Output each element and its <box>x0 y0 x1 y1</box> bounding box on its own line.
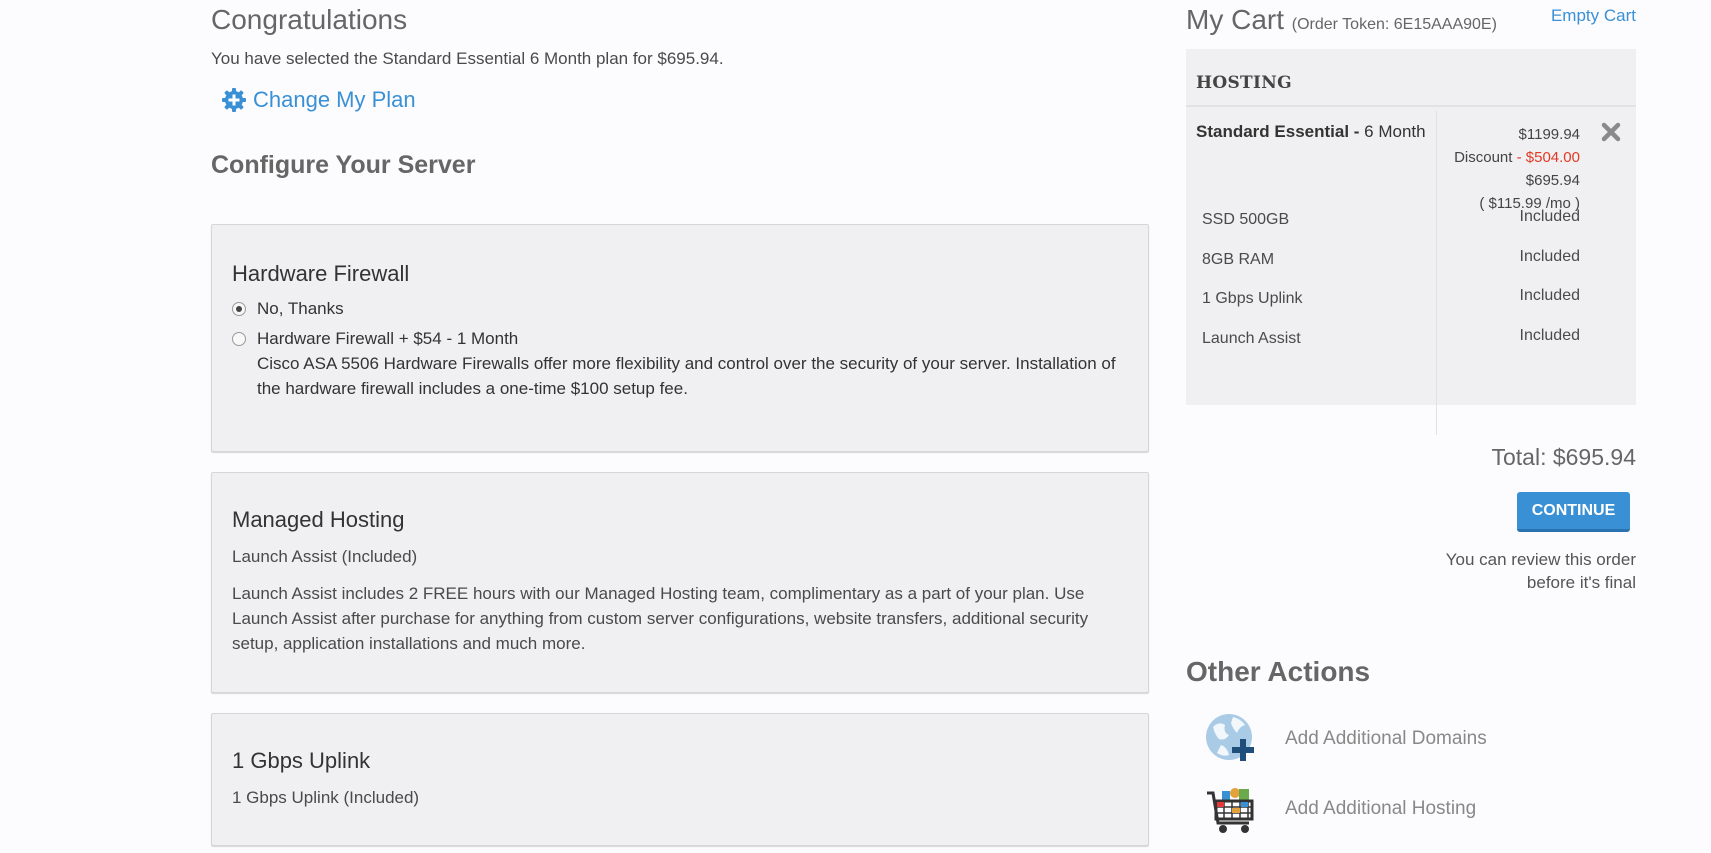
gear-plus-icon <box>221 87 247 113</box>
cart-item-net: $695.94 <box>1525 172 1580 189</box>
managed-hosting-panel <box>211 472 1149 693</box>
firewall-option-yes[interactable] <box>232 329 1128 349</box>
main-content <box>211 0 1149 807</box>
feature-value: Included <box>1519 327 1580 344</box>
cart-title <box>1186 4 1497 36</box>
change-plan-link[interactable] <box>221 87 1149 113</box>
review-note <box>1446 548 1636 594</box>
add-hosting-action[interactable] <box>1203 781 1476 837</box>
cart-item-name-bold: Standard Essential - <box>1196 122 1360 141</box>
feature-name: Launch Assist <box>1202 330 1301 347</box>
cart-item-pricing <box>1454 123 1580 215</box>
feature-value: Included <box>1519 248 1580 265</box>
firewall-option-no-label: No, Thanks <box>257 299 344 318</box>
uplink-panel <box>211 713 1149 846</box>
managed-hosting-title: Managed Hosting <box>232 507 405 532</box>
managed-hosting-subtitle: Launch Assist (Included) <box>232 547 418 566</box>
cart-item-monthly: ( $115.99 /mo ) <box>1479 195 1580 212</box>
feature-name: 8GB RAM <box>1202 251 1275 268</box>
add-domains-label[interactable]: Add Additional Domains <box>1285 728 1487 749</box>
continue-button[interactable]: CONTINUE <box>1517 492 1630 532</box>
cart-title-text: My Cart <box>1186 4 1284 35</box>
other-actions-title: Other Actions <box>1186 656 1371 687</box>
firewall-option-no[interactable] <box>232 299 1128 319</box>
cart-item-discount <box>1454 146 1580 169</box>
congrats-title: Congratulations <box>211 4 408 35</box>
shopping-cart-icon <box>1203 781 1259 837</box>
radio-no-thanks[interactable] <box>232 302 246 316</box>
cart-item-name <box>1196 119 1426 145</box>
empty-cart-link[interactable]: Empty Cart <box>1550 6 1636 25</box>
feature-name: SSD 500GB <box>1202 211 1290 228</box>
firewall-description: Cisco ASA 5506 Hardware Firewalls offer more flexibility and control over the security of your server. Installation of the hardware firewall includes a one-time $100 setup fee. <box>257 354 1116 398</box>
discount-value: - $504.00 <box>1516 149 1580 166</box>
cart-sidebar <box>1186 0 1636 819</box>
feature-name: 1 Gbps Uplink <box>1202 290 1303 307</box>
uplink-title: 1 Gbps Uplink <box>232 748 371 773</box>
cart-header <box>1186 0 1636 50</box>
remove-item-icon[interactable] <box>1600 121 1622 143</box>
firewall-panel <box>211 224 1149 452</box>
discount-label: Discount <box>1454 149 1513 166</box>
feature-value: Included <box>1519 287 1580 304</box>
globe-plus-icon <box>1203 711 1259 767</box>
change-plan-label[interactable]: Change My Plan <box>253 87 416 112</box>
configure-title: Configure Your Server <box>211 151 476 179</box>
managed-hosting-description: Launch Assist includes 2 FREE hours with our Managed Hosting team, complimentary as a part of your plan. Use Launch Assist after purchase for anything from custom server configurations, website transfers, additional security setup, application installations and much more. <box>232 584 1089 653</box>
uplink-subtitle: 1 Gbps Uplink (Included) <box>232 788 420 807</box>
review-note-line2: before it's final <box>1526 573 1636 592</box>
cart-item-price: $1199.94 <box>1518 126 1580 143</box>
cart-total: Total: $695.94 <box>1491 444 1636 470</box>
radio-hardware-firewall[interactable] <box>232 332 246 346</box>
cart-category: HOSTING <box>1186 49 1636 107</box>
cart-divider <box>1436 111 1437 435</box>
feature-value: Included <box>1519 208 1580 225</box>
add-hosting-label[interactable]: Add Additional Hosting <box>1285 798 1477 819</box>
order-token: (Order Token: 6E15AAA90E) <box>1291 16 1497 33</box>
add-domains-action[interactable] <box>1203 711 1487 767</box>
cart-box <box>1186 49 1636 405</box>
firewall-title: Hardware Firewall <box>232 261 410 286</box>
plan-summary-text: You have selected the Standard Essential 6 Month plan for $695.94. <box>211 49 724 68</box>
firewall-option-yes-label: Hardware Firewall + $54 - 1 Month <box>257 329 519 348</box>
cart-item-name-rest: 6 Month <box>1359 122 1426 141</box>
review-note-line1: You can review this order <box>1445 550 1636 569</box>
